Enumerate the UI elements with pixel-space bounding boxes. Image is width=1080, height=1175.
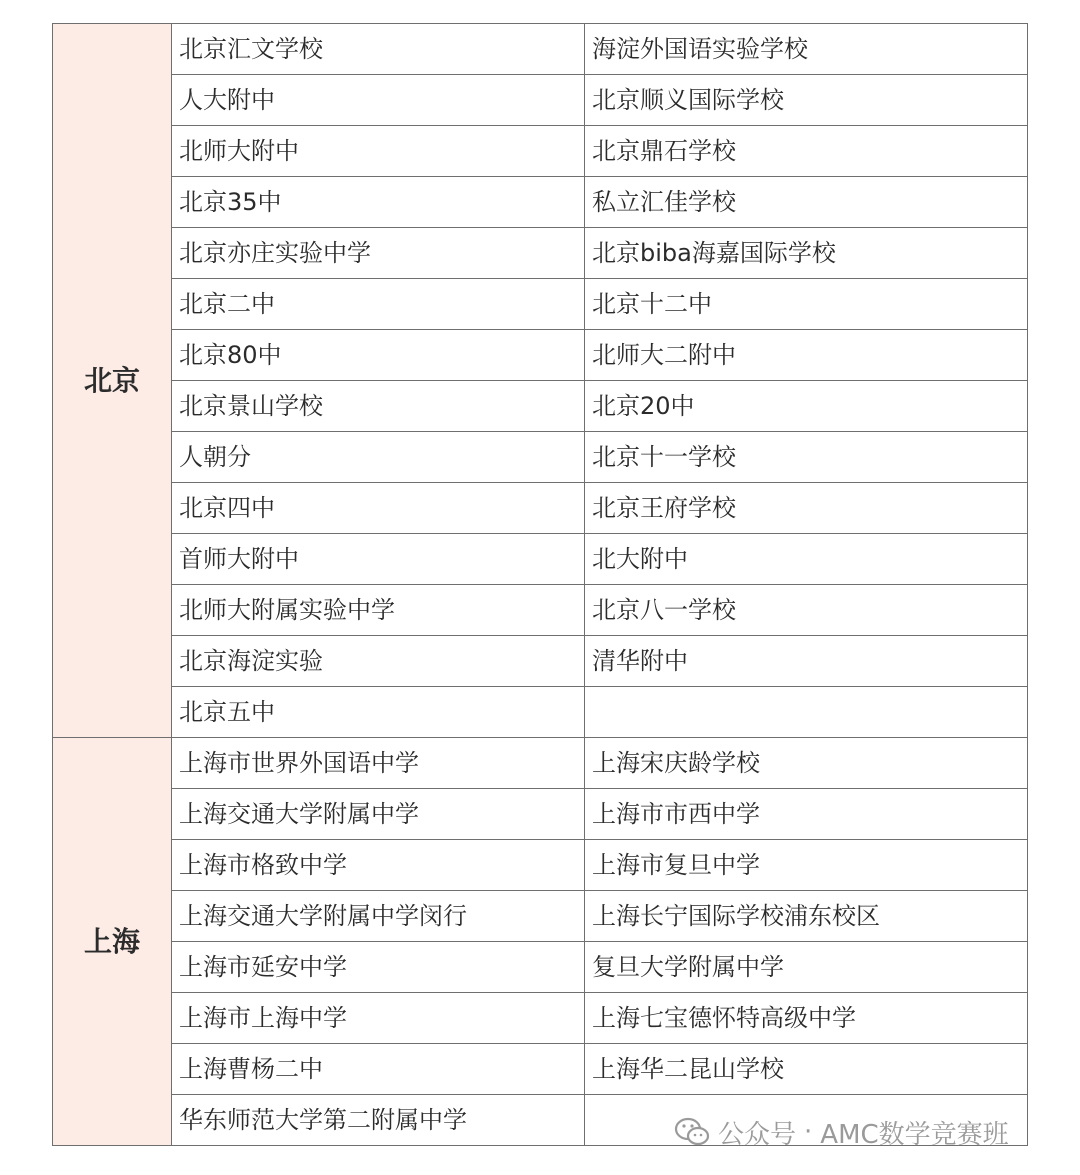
school-cell: 北京80中 xyxy=(172,330,585,381)
school-cell: 华东师范大学第二附属中学 xyxy=(172,1095,585,1146)
school-cell: 上海市世界外国语中学 xyxy=(172,738,585,789)
city-label: 北京 xyxy=(53,24,172,738)
table-row xyxy=(53,993,1028,1044)
table-row xyxy=(53,738,1028,789)
table-row xyxy=(53,24,1028,75)
school-cell: 上海市复旦中学 xyxy=(585,840,1028,891)
school-cell: 北京二中 xyxy=(172,279,585,330)
school-cell xyxy=(585,687,1028,738)
school-cell: 上海交通大学附属中学闵行 xyxy=(172,891,585,942)
school-cell: 北京亦庄实验中学 xyxy=(172,228,585,279)
table-row xyxy=(53,228,1028,279)
school-cell: 北京王府学校 xyxy=(585,483,1028,534)
wechat-watermark xyxy=(674,1114,1009,1150)
school-cell: 北京海淀实验 xyxy=(172,636,585,687)
school-cell: 人大附中 xyxy=(172,75,585,126)
school-cell: 北京顺义国际学校 xyxy=(585,75,1028,126)
school-cell: 北京汇文学校 xyxy=(172,24,585,75)
table-row xyxy=(53,483,1028,534)
table-row xyxy=(53,432,1028,483)
school-cell: 北师大附属实验中学 xyxy=(172,585,585,636)
table-row xyxy=(53,840,1028,891)
table-row xyxy=(53,381,1028,432)
table-row xyxy=(53,891,1028,942)
school-cell: 北京35中 xyxy=(172,177,585,228)
school-cell: 北京20中 xyxy=(585,381,1028,432)
school-cell: 北京八一学校 xyxy=(585,585,1028,636)
school-cell: 清华附中 xyxy=(585,636,1028,687)
school-cell: 上海七宝德怀特高级中学 xyxy=(585,993,1028,1044)
school-cell: 上海宋庆龄学校 xyxy=(585,738,1028,789)
school-cell: 上海交通大学附属中学 xyxy=(172,789,585,840)
table-row xyxy=(53,942,1028,993)
school-cell: 北大附中 xyxy=(585,534,1028,585)
city-label: 上海 xyxy=(53,738,172,1146)
school-cell: 上海市格致中学 xyxy=(172,840,585,891)
school-cell: 北京biba海嘉国际学校 xyxy=(585,228,1028,279)
school-cell: 北师大附中 xyxy=(172,126,585,177)
table-row xyxy=(53,534,1028,585)
school-cell: 上海市上海中学 xyxy=(172,993,585,1044)
wechat-icon xyxy=(674,1117,710,1147)
school-cell: 复旦大学附属中学 xyxy=(585,942,1028,993)
table-row xyxy=(53,330,1028,381)
school-cell: 北京鼎石学校 xyxy=(585,126,1028,177)
school-table xyxy=(52,23,1028,1146)
table-row xyxy=(53,126,1028,177)
school-cell: 北京四中 xyxy=(172,483,585,534)
table-row xyxy=(53,75,1028,126)
watermark-separator: · xyxy=(804,1117,813,1147)
school-cell: 上海市市西中学 xyxy=(585,789,1028,840)
school-cell: 上海曹杨二中 xyxy=(172,1044,585,1095)
table-row xyxy=(53,687,1028,738)
table-row xyxy=(53,636,1028,687)
school-cell: 上海长宁国际学校浦东校区 xyxy=(585,891,1028,942)
school-cell: 上海市延安中学 xyxy=(172,942,585,993)
school-cell: 海淀外国语实验学校 xyxy=(585,24,1028,75)
table-row xyxy=(53,1044,1028,1095)
school-cell: 上海华二昆山学校 xyxy=(585,1044,1028,1095)
watermark-account-name: AMC数学竞赛班 xyxy=(820,1119,1009,1150)
school-cell: 北京景山学校 xyxy=(172,381,585,432)
table-row xyxy=(53,585,1028,636)
table-row xyxy=(53,279,1028,330)
school-table-body xyxy=(53,24,1028,1146)
school-cell: 北京十一学校 xyxy=(585,432,1028,483)
table-row xyxy=(53,177,1028,228)
school-cell: 首师大附中 xyxy=(172,534,585,585)
school-cell: 人朝分 xyxy=(172,432,585,483)
table-row xyxy=(53,789,1028,840)
watermark-account-label: 公众号 xyxy=(718,1119,797,1150)
school-cell: 北京十二中 xyxy=(585,279,1028,330)
school-cell: 北师大二附中 xyxy=(585,330,1028,381)
school-cell: 北京五中 xyxy=(172,687,585,738)
school-cell: 私立汇佳学校 xyxy=(585,177,1028,228)
